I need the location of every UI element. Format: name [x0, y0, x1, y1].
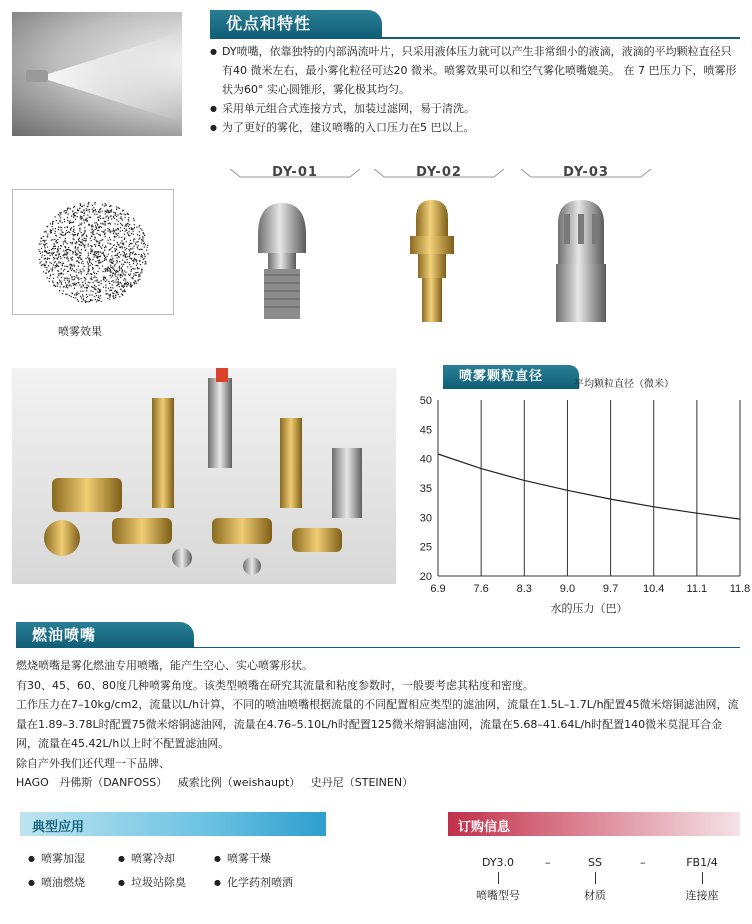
chart-y-tick-label: 50: [419, 395, 432, 407]
model-dy01: DY-01: [228, 165, 362, 182]
description-paragraph: 工作压力在7–10kg/cm2，流量以L/h计算，不同的喷油喷嘴根据流量的不同配置相应类型的滤油网，流量在1.5L–1.7L/h配置45微米熔铜滤油网，流量在1.89–3.78L时配置75微米熔铜滤油网，流量在4.76–5.10L/h时配置125微米熔铜滤油网，流量在5.68–41.64L/h时配置140微米莫混耳合金网，流量在45.42L/h以上时不配置滤油网。: [16, 698, 739, 750]
features-list: [210, 42, 742, 137]
applications-header: [20, 812, 326, 836]
order-separator: –: [545, 856, 551, 869]
applications-title: 典型应用: [32, 820, 85, 835]
oil-nozzle-rule: [16, 647, 740, 648]
oil-nozzle-title: 燃油喷嘴: [16, 622, 194, 648]
products-illustration: [12, 368, 396, 584]
feature-bullet: ● 为了更好的雾化，建议喷嘴的入口压力在5 巴以上。: [210, 118, 742, 137]
nozzle-dy01-image: [250, 195, 314, 335]
chart-x-tick-label: 8.3: [516, 583, 532, 595]
chart-x-tick-label: 7.6: [473, 583, 489, 595]
spray-pattern: [13, 190, 173, 314]
chart-title: 喷雾颗粒直径: [443, 365, 579, 389]
chart-x-tick-label: 9.0: [559, 583, 576, 595]
application-item: ● 垃圾站除臭: [118, 874, 186, 890]
chart-y-tick-label: 35: [419, 483, 432, 495]
order-connector: [498, 872, 499, 884]
application-item: ● 喷雾干燥: [214, 850, 271, 866]
order-code: SS: [588, 856, 602, 869]
features-title: 优点和特性: [210, 10, 382, 38]
spray-photo: [12, 12, 182, 136]
chart-x-axis-label: 水的压力（巴）: [550, 603, 628, 615]
nozzle-dy02-image: [402, 196, 462, 326]
chart-y-tick-label: 45: [419, 424, 432, 437]
spray-effect-image: [12, 189, 174, 315]
description-paragraph: 燃烧喷嘴是雾化燃油专用喷嘴，能产生空心、实心喷雾形状。: [16, 659, 313, 672]
description-paragraph: 除自产外我们还代理一下品牌、: [16, 756, 170, 770]
chart-ylabel: 平均颗粒直径（微米）: [574, 379, 674, 390]
chart-y-tick-label: 40: [419, 453, 432, 466]
nozzle-dy03-image: [550, 194, 612, 328]
spray-illustration: [12, 12, 182, 136]
feature-bullet: ● DY喷嘴，依靠独特的内部涡流叶片，只采用液体压力就可以产生非常细小的液滴，液滴的平均颗粒直径只有40 微米左右，最小雾化粒径可达20 微米。喷雾效果可以和空气雾化喷嘴媲美。 在 7 巴压力下，喷雾形状为60° 实心圆锥形，雾化极其均匀。: [210, 42, 742, 99]
order-code: FB1/4: [686, 856, 718, 869]
description-paragraph: 有30、45、60、80度几种喷雾角度。该类型喷嘴在研究其流量和粘度参数时，一般要考虑其粘度和密度。: [16, 678, 534, 692]
order-part-model: [462, 856, 534, 903]
oil-nozzle-description: [16, 656, 744, 793]
order-part-connection: [670, 856, 734, 903]
feature-bullet: ● 采用单元组合式连接方式，加装过滤网，易于清洗。: [210, 99, 742, 118]
features-rule: [210, 37, 740, 39]
order-label: 材质: [584, 889, 606, 902]
brand-list: HAGO 丹佛斯（DANFOSS） 威索比例（weishaupt） 史丹尼（STEINEN）: [16, 776, 414, 789]
order-label: 喷嘴型号: [476, 889, 520, 902]
ordering-title: 订购信息: [458, 820, 511, 835]
order-label: 连接座: [685, 889, 719, 902]
application-item: ● 化学药剂喷洒: [214, 874, 293, 890]
spray-effect-caption: 喷雾效果: [58, 325, 102, 338]
chart-x-tick-label: 6.9: [430, 583, 446, 595]
chart: [400, 388, 752, 628]
application-item: ● 喷油燃烧: [28, 874, 85, 890]
order-part-material: [565, 856, 625, 903]
chart-x-tick-label: 11.1: [686, 583, 708, 595]
chart-y-tick-label: 20: [419, 571, 432, 583]
chart-x-tick-label: 10.4: [643, 583, 665, 595]
chart-x-tick-label: 11.8: [729, 583, 751, 595]
chart-y-tick-label: 25: [419, 541, 432, 554]
application-item: ● 喷雾冷却: [118, 850, 175, 866]
order-connector: [702, 872, 703, 884]
products-photo: [12, 368, 396, 584]
order-separator: –: [640, 856, 646, 869]
order-code: DY3.0: [481, 856, 515, 869]
chart-y-tick-label: 30: [419, 512, 432, 525]
applications-list: [28, 850, 348, 890]
order-connector: [595, 872, 596, 884]
model-dy02: DY-02: [372, 165, 506, 182]
application-item: ● 喷雾加湿: [28, 850, 85, 866]
chart-x-tick-label: 9.7: [602, 583, 619, 595]
model-dy03: DY-03: [519, 165, 653, 182]
ordering-header: [448, 812, 740, 836]
chart-series-line: [438, 454, 740, 519]
